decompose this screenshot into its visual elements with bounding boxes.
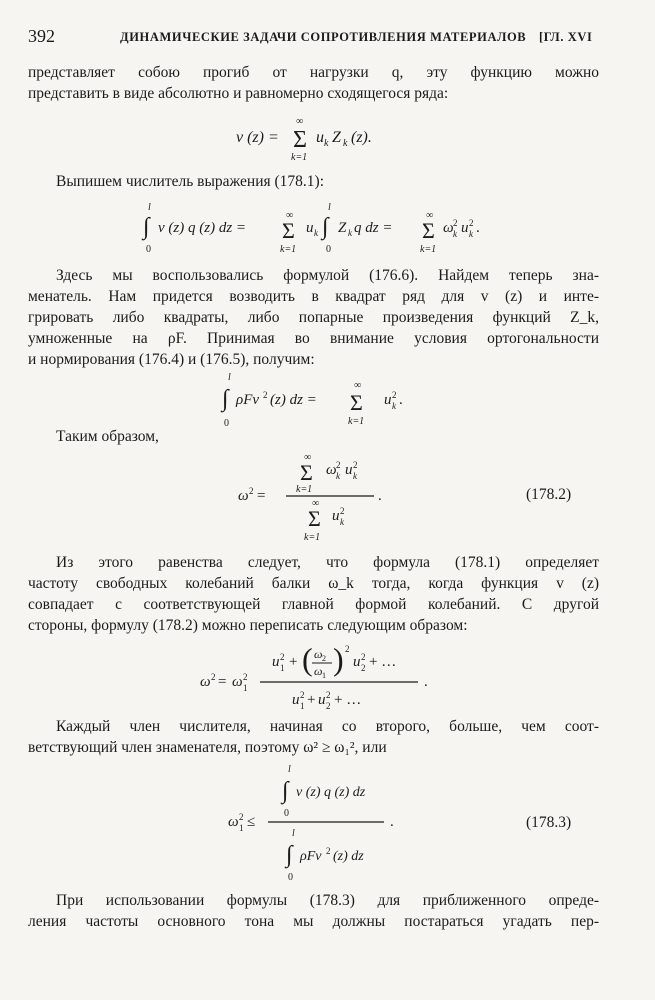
svg-text:2: 2 <box>300 690 305 700</box>
svg-text:u: u <box>332 508 340 524</box>
svg-text:1: 1 <box>280 663 285 673</box>
svg-text:(z) dz =: (z) dz = <box>270 392 317 408</box>
svg-text:v (z) =: v (z) = <box>236 129 279 146</box>
formula-rewritten <box>0 640 655 710</box>
text-line: Выпишем числитель выражения (178.1): <box>56 173 325 190</box>
paragraph-6 <box>28 716 599 758</box>
svg-text:.: . <box>378 488 382 504</box>
svg-text:2: 2 <box>340 506 345 516</box>
svg-text:k=1: k=1 <box>280 244 297 255</box>
svg-text:l: l <box>328 202 331 213</box>
svg-text:Σ: Σ <box>422 218 435 243</box>
svg-text:0: 0 <box>224 418 229 428</box>
svg-text:∫: ∫ <box>222 386 229 412</box>
svg-text:Σ: Σ <box>282 218 295 243</box>
svg-text:ω: ω <box>443 220 454 236</box>
svg-text:ω: ω <box>228 814 239 830</box>
svg-text:ρFv: ρFv <box>300 849 322 864</box>
running-title: ДИНАМИЧЕСКИЕ ЗАДАЧИ СОПРОТИВЛЕНИЯ МАТЕРИАЛОВ <box>120 30 527 44</box>
svg-text:2: 2 <box>453 218 458 228</box>
svg-text:k: k <box>469 229 473 239</box>
svg-text:l: l <box>292 828 295 839</box>
text-line: грировать либо квадраты, либо попарные произведения функций Z_k, <box>28 309 599 326</box>
text-line: совпадает с соответствующей главной формой колебаний. С другой <box>28 596 599 613</box>
text-line: менатель. Нам придется возводить в квадрат ряд для v (z) и инте- <box>28 288 599 305</box>
svg-text:(z).: (z). <box>351 129 372 146</box>
formula-rewritten-svg <box>0 640 655 710</box>
svg-text:l: l <box>148 202 151 213</box>
text-line: стороны, формулу (178.2) можно переписать следующим образом: <box>28 617 468 634</box>
svg-text:2: 2 <box>322 654 326 663</box>
svg-text:u: u <box>353 654 361 670</box>
paragraph-3 <box>28 265 599 370</box>
paragraph-7 <box>28 890 599 932</box>
svg-text:u: u <box>318 692 326 708</box>
svg-text:2: 2 <box>345 644 350 654</box>
svg-text:ω: ω <box>314 647 323 661</box>
svg-text:0: 0 <box>288 872 293 882</box>
svg-text:∞: ∞ <box>304 452 312 463</box>
svg-text:=: = <box>218 674 227 690</box>
svg-text:.: . <box>390 814 394 830</box>
svg-text:0: 0 <box>326 244 331 255</box>
svg-text:v (z) q (z) dz: v (z) q (z) dz <box>296 785 366 800</box>
svg-text:u: u <box>345 462 353 478</box>
svg-text:∞: ∞ <box>286 210 294 221</box>
svg-text:k=1: k=1 <box>304 532 321 543</box>
svg-text:ω: ω <box>200 674 211 690</box>
svg-text:2: 2 <box>326 690 331 700</box>
svg-text:Z: Z <box>332 129 341 146</box>
svg-text:Σ: Σ <box>300 460 313 485</box>
svg-text:0: 0 <box>146 244 151 255</box>
svg-text:ω: ω <box>326 462 337 478</box>
svg-text:1: 1 <box>239 823 244 833</box>
svg-text:2: 2 <box>211 672 216 682</box>
svg-text:k: k <box>343 138 348 149</box>
svg-text:0: 0 <box>284 808 289 819</box>
svg-text:ρFv: ρFv <box>236 392 260 408</box>
svg-text:2: 2 <box>361 652 366 662</box>
svg-text:k: k <box>453 229 457 239</box>
svg-text:q dz =: q dz = <box>354 220 393 236</box>
svg-text:≤: ≤ <box>247 814 256 830</box>
equation-number: (178.3) <box>526 814 572 831</box>
svg-text:∞: ∞ <box>354 380 362 391</box>
paragraph-1 <box>28 62 599 104</box>
svg-text:2: 2 <box>263 390 268 400</box>
svg-text:l: l <box>288 764 291 775</box>
svg-text:u: u <box>461 220 469 236</box>
svg-text:k: k <box>336 471 340 481</box>
svg-text:k: k <box>324 138 329 149</box>
svg-text:u: u <box>306 220 314 236</box>
text-line: частоту свободных колебаний балки ω_k тогда, когда функция v (z) <box>28 575 599 592</box>
svg-text:u: u <box>384 392 392 408</box>
svg-text:2: 2 <box>249 486 254 496</box>
svg-text:k: k <box>340 517 344 527</box>
svg-text:k=1: k=1 <box>291 152 308 162</box>
page-number: 392 <box>28 26 55 46</box>
svg-text:u: u <box>272 654 280 670</box>
svg-text:+ …: + … <box>369 654 397 670</box>
svg-text:+ …: + … <box>334 692 362 708</box>
paragraph-2 <box>28 171 599 192</box>
text-line: Таким образом, <box>56 428 159 445</box>
svg-text:u: u <box>316 129 324 146</box>
svg-text:k: k <box>353 471 357 481</box>
svg-text:2: 2 <box>469 218 474 228</box>
svg-text:Σ: Σ <box>308 506 321 531</box>
svg-text:+: + <box>289 654 298 670</box>
svg-text:∫: ∫ <box>282 778 289 804</box>
svg-text:2: 2 <box>280 652 285 662</box>
svg-text:+: + <box>307 692 316 708</box>
equation-number: (178.2) <box>526 486 572 503</box>
svg-text:∞: ∞ <box>296 118 304 127</box>
svg-text:ω: ω <box>314 664 323 678</box>
text-line: Каждый член числителя, начиная со второго, больше, чем соот- <box>56 718 599 735</box>
svg-text:(: ( <box>302 641 313 677</box>
svg-text:k: k <box>392 401 396 411</box>
svg-text:Z: Z <box>338 220 347 236</box>
svg-text:k=1: k=1 <box>296 484 313 495</box>
svg-text:v (z) q (z) dz =: v (z) q (z) dz = <box>158 220 247 236</box>
formula-numerator-svg <box>0 200 655 256</box>
svg-text:2: 2 <box>361 663 366 673</box>
svg-text:u: u <box>292 692 300 708</box>
chapter-label: [ГЛ. XVI <box>539 30 593 44</box>
svg-text:2: 2 <box>326 701 331 710</box>
text-line: умноженные на ρF. Принимая во внимание условия ортогональности <box>28 330 599 347</box>
svg-text:Σ: Σ <box>293 127 307 153</box>
svg-text:): ) <box>333 641 344 677</box>
text-line: представить в виде абсолютно и равномерно сходящегося ряда: <box>28 85 449 102</box>
formula-178-2 <box>0 450 655 546</box>
text-line: При использовании формулы (178.3) для приближенного опреде- <box>56 892 599 909</box>
svg-text:l: l <box>228 372 231 383</box>
svg-text:∫: ∫ <box>286 842 293 868</box>
formula-denominator <box>0 370 655 428</box>
svg-text:2: 2 <box>392 390 397 400</box>
svg-text:2: 2 <box>243 672 248 682</box>
svg-text:(z) dz: (z) dz <box>333 849 364 864</box>
formula-denominator-svg <box>0 370 655 428</box>
svg-text:1: 1 <box>322 671 326 680</box>
svg-text:k: k <box>314 228 318 238</box>
svg-text:∞: ∞ <box>312 498 320 509</box>
text-line: Из этого равенства следует, что формула (178.1) определяет <box>56 554 599 571</box>
svg-text:.: . <box>424 674 428 690</box>
svg-text:2: 2 <box>336 460 341 470</box>
svg-text:1: 1 <box>300 701 305 710</box>
svg-text:∞: ∞ <box>426 210 434 221</box>
svg-text:k=1: k=1 <box>348 416 365 427</box>
text-line: и нормирования (176.4) и (176.5), получим: <box>28 351 315 368</box>
svg-text:2: 2 <box>239 812 244 822</box>
svg-text:=: = <box>257 488 266 504</box>
paragraph-4 <box>28 426 599 447</box>
svg-text:∫: ∫ <box>143 214 150 240</box>
text-line: представляет собою прогиб от нагрузки q, эту функцию можно <box>28 64 599 81</box>
svg-text:∫: ∫ <box>322 214 329 240</box>
svg-text:2: 2 <box>326 846 331 856</box>
svg-text:1: 1 <box>243 683 248 693</box>
svg-text:ω: ω <box>232 674 243 690</box>
svg-text:k=1: k=1 <box>420 244 437 255</box>
svg-text:ω: ω <box>238 488 249 504</box>
svg-text:k: k <box>348 228 352 238</box>
formula-series <box>0 118 655 162</box>
svg-text:Σ: Σ <box>350 390 363 415</box>
text-line: Здесь мы воспользовались формулой (176.6). Найдем теперь зна- <box>56 267 599 284</box>
svg-text:.: . <box>399 392 403 408</box>
formula-series-svg <box>0 118 655 162</box>
formula-numerator <box>0 200 655 256</box>
svg-text:2: 2 <box>353 460 358 470</box>
paragraph-5 <box>28 552 599 636</box>
text-line: ления частоты основного тона мы должны постараться угадать пер- <box>28 913 599 930</box>
text-line: ветствующий член знаменателя, поэтому ω² ≥ ω₁², или <box>28 739 387 756</box>
formula-178-3 <box>0 762 655 882</box>
svg-text:.: . <box>476 220 480 236</box>
